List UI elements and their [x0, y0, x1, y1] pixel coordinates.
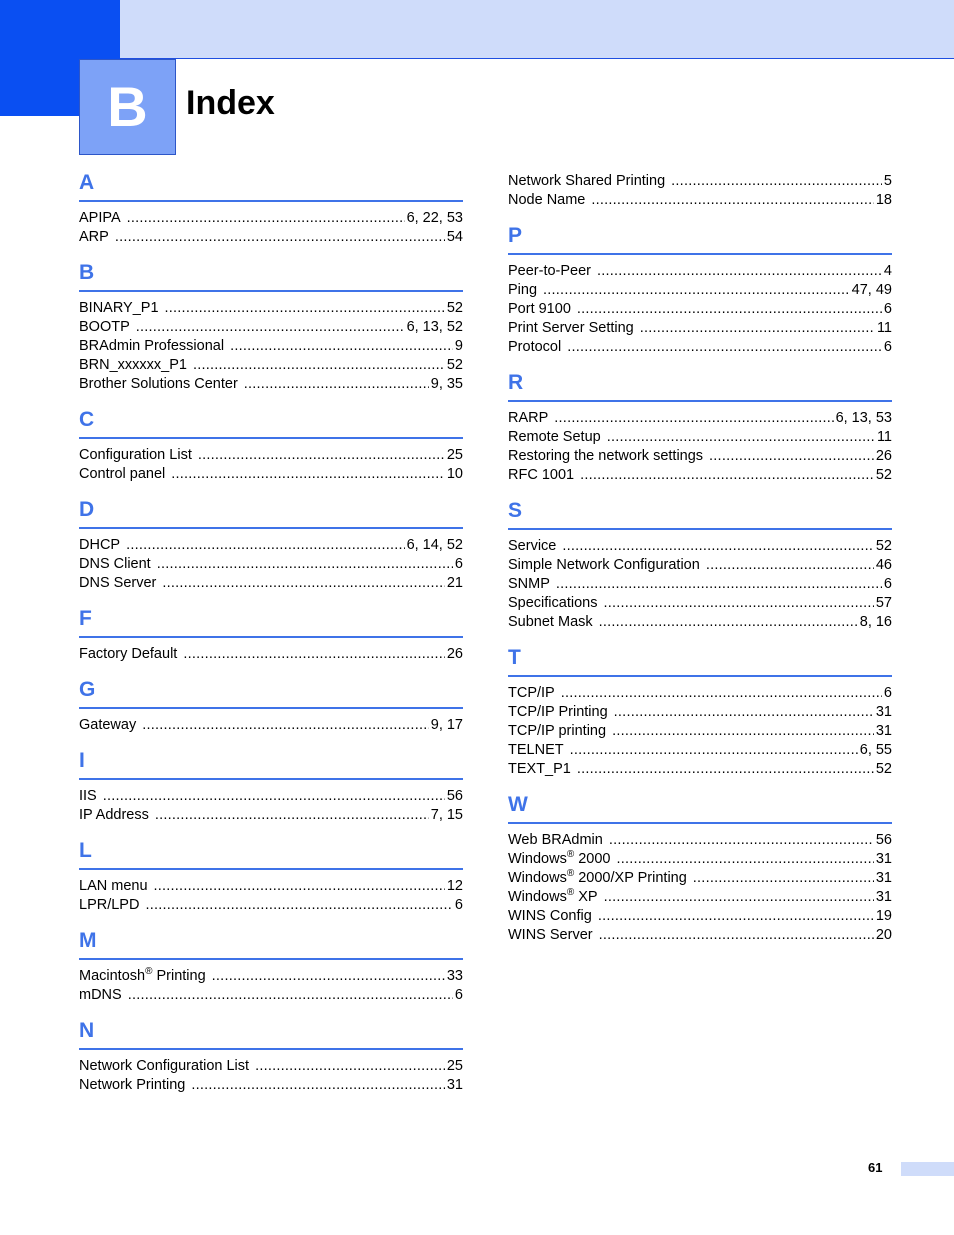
section-letter-heading: N — [79, 1018, 463, 1050]
page-refs: 6, 14, 52 — [406, 537, 463, 553]
index-entry — [508, 888, 892, 907]
index-entry — [508, 741, 892, 760]
chapter-letter: B — [79, 59, 176, 155]
index-term-text: Remote Setup — [508, 429, 601, 445]
index-entry — [79, 337, 463, 356]
index-entry — [79, 896, 463, 915]
index-entry — [79, 806, 463, 825]
dot-leader — [103, 787, 445, 806]
index-term — [79, 1076, 185, 1095]
index-entry — [508, 556, 892, 575]
dot-leader — [598, 907, 874, 926]
index-entry — [508, 575, 892, 594]
index-entry — [508, 760, 892, 779]
dot-leader — [255, 1057, 445, 1076]
page-refs: 6, 55 — [859, 742, 892, 758]
index-column-right — [508, 170, 892, 945]
index-term — [79, 1057, 249, 1076]
dot-leader — [191, 1076, 444, 1095]
index-term-text: BRN_xxxxxx_P1 — [79, 357, 187, 373]
index-term-text: Node Name — [508, 192, 586, 208]
index-term-text: Network Printing — [79, 1077, 186, 1093]
page-refs: 31 — [875, 704, 892, 720]
index-term — [508, 703, 608, 722]
index-entry — [79, 465, 463, 484]
dot-leader — [706, 556, 874, 575]
index-term — [508, 556, 700, 575]
index-term — [508, 850, 611, 869]
dot-leader — [577, 760, 874, 779]
index-term-text: BRAdmin Professional — [79, 338, 225, 354]
index-term — [79, 356, 187, 375]
index-term-text: Ping — [508, 282, 538, 298]
index-term-text: Factory Default — [79, 646, 178, 662]
index-entry — [508, 409, 892, 428]
index-term — [508, 741, 564, 760]
page-refs: 6 — [883, 685, 892, 701]
dot-leader — [157, 555, 453, 574]
section-spacer — [79, 484, 463, 497]
section-letter-heading: I — [79, 748, 463, 780]
registered-mark: ® — [566, 849, 575, 861]
dot-leader — [198, 446, 445, 465]
index-term-text: BOOTP — [79, 319, 130, 335]
index-entry — [508, 613, 892, 632]
index-entry — [508, 319, 892, 338]
index-term — [508, 172, 665, 191]
continued-entries — [508, 172, 892, 210]
page-refs: 54 — [446, 229, 463, 245]
index-term — [79, 536, 120, 555]
index-term-text: IIS — [79, 788, 97, 804]
page-refs: 33 — [446, 968, 463, 984]
dot-leader — [562, 537, 874, 556]
index-entry — [508, 172, 892, 191]
dot-leader — [554, 409, 833, 428]
index-term-text: ARP — [79, 229, 109, 245]
index-entry — [79, 536, 463, 555]
index-term-text: DNS Client — [79, 556, 151, 572]
page-refs: 19 — [875, 908, 892, 924]
index-term — [79, 574, 156, 593]
page-refs: 31 — [875, 723, 892, 739]
index-term — [508, 760, 571, 779]
page-refs: 46 — [875, 557, 892, 573]
page-refs: 57 — [875, 595, 892, 611]
index-term — [508, 262, 591, 281]
index-term-text: RFC 1001 — [508, 467, 575, 483]
index-term-text: TEXT_P1 — [508, 761, 571, 777]
index-entry — [79, 318, 463, 337]
dot-leader — [603, 594, 873, 613]
index-entry — [79, 375, 463, 394]
section-spacer — [508, 357, 892, 370]
section-letter-heading: B — [79, 260, 463, 292]
page-refs: 18 — [875, 192, 892, 208]
index-entry — [79, 716, 463, 735]
index-term-text: Control panel — [79, 466, 166, 482]
index-term-text: Macintosh — [79, 968, 146, 984]
page-refs: 10 — [446, 466, 463, 482]
page-refs: 6, 13, 52 — [406, 319, 463, 335]
index-term — [508, 281, 537, 300]
section-spacer — [79, 593, 463, 606]
index-term-text: Protocol — [508, 339, 562, 355]
header-rule — [120, 58, 954, 59]
dot-leader — [693, 869, 874, 888]
dot-leader — [154, 877, 445, 896]
page-refs: 7, 15 — [430, 807, 463, 823]
index-term-text: Specifications — [508, 595, 598, 611]
index-term-text: LAN menu — [79, 878, 148, 894]
index-entry — [508, 428, 892, 447]
section-letter-heading: P — [508, 223, 892, 255]
index-term — [508, 594, 597, 613]
index-entry — [79, 787, 463, 806]
dot-leader — [126, 536, 404, 555]
dot-leader — [580, 466, 874, 485]
index-entry — [79, 299, 463, 318]
page-refs: 52 — [446, 300, 463, 316]
page-refs: 6, 22, 53 — [406, 210, 463, 226]
dot-leader — [136, 318, 405, 337]
index-term-text: Windows — [508, 889, 567, 905]
index-term — [508, 191, 585, 210]
index-term — [79, 967, 206, 986]
section-spacer — [79, 735, 463, 748]
index-term-text: TCP/IP Printing — [508, 704, 608, 720]
dot-leader — [570, 741, 858, 760]
index-term-text: SNMP — [508, 576, 550, 592]
page-refs: 20 — [875, 927, 892, 943]
index-term — [79, 299, 159, 318]
index-entry — [79, 986, 463, 1005]
section-letter-heading: W — [508, 792, 892, 824]
index-term — [508, 575, 550, 594]
section-letter-heading: A — [79, 170, 463, 202]
index-entry — [79, 555, 463, 574]
dot-leader — [162, 574, 445, 593]
index-term-text: Restoring the network settings — [508, 448, 704, 464]
header-band — [0, 0, 954, 58]
index-term-text: TCP/IP — [508, 685, 555, 701]
index-term-text: Peer-to-Peer — [508, 263, 592, 279]
index-column-left — [79, 170, 463, 1095]
index-entry — [508, 850, 892, 869]
index-term — [79, 806, 149, 825]
page-refs: 52 — [875, 538, 892, 554]
section-letter-heading: G — [79, 677, 463, 709]
index-term — [508, 466, 574, 485]
section-letter-heading: R — [508, 370, 892, 402]
index-entry — [79, 356, 463, 375]
index-term-text: Windows — [508, 870, 567, 886]
index-term — [79, 465, 165, 484]
index-term-text: Configuration List — [79, 447, 192, 463]
dot-leader — [171, 465, 445, 484]
page-refs: 11 — [876, 320, 892, 336]
dot-leader — [591, 191, 873, 210]
page-refs: 5 — [883, 173, 892, 189]
page-refs: 52 — [875, 467, 892, 483]
index-term-text: Windows — [508, 851, 567, 867]
section-letter-heading: M — [79, 928, 463, 960]
index-entry — [508, 537, 892, 556]
section-letter-heading: T — [508, 645, 892, 677]
index-entry — [508, 338, 892, 357]
dot-leader — [212, 967, 445, 986]
index-term — [79, 716, 136, 735]
dot-leader — [556, 575, 882, 594]
page-number-tab — [901, 1162, 954, 1176]
page-refs: 6 — [454, 897, 463, 913]
index-term-text: mDNS — [79, 987, 122, 1003]
section-letter-heading: F — [79, 606, 463, 638]
index-term-text: DHCP — [79, 537, 121, 553]
page-refs: 56 — [875, 832, 892, 848]
index-term — [508, 907, 592, 926]
section-spacer — [79, 915, 463, 928]
page-refs: 47, 49 — [851, 282, 892, 298]
index-term-text: DNS Server — [79, 575, 157, 591]
page-title: Index — [186, 84, 275, 122]
index-term — [79, 375, 238, 394]
index-term — [79, 446, 192, 465]
section-letter-heading: S — [508, 498, 892, 530]
dot-leader — [165, 299, 445, 318]
dot-leader — [617, 850, 874, 869]
dot-leader — [609, 831, 874, 850]
index-term — [508, 869, 687, 888]
index-term — [79, 555, 151, 574]
index-term — [79, 896, 139, 915]
section-letter-heading: D — [79, 497, 463, 529]
section-spacer — [79, 394, 463, 407]
index-entry — [79, 1076, 463, 1095]
index-entry — [79, 967, 463, 986]
page-refs: 26 — [875, 448, 892, 464]
page-refs: 9, 17 — [430, 717, 463, 733]
dot-leader — [230, 337, 453, 356]
index-term — [508, 447, 703, 466]
index-term-text: Port 9100 — [508, 301, 571, 317]
index-entry — [508, 831, 892, 850]
index-term-text: RARP — [508, 410, 549, 426]
index-term — [508, 319, 634, 338]
section-spacer — [508, 485, 892, 498]
dot-leader — [567, 338, 882, 357]
index-term — [79, 318, 130, 337]
index-term-text: Gateway — [79, 717, 137, 733]
index-term-text: WINS Config — [508, 908, 592, 924]
dot-leader — [128, 986, 453, 1005]
index-term — [508, 537, 556, 556]
page-refs: 31 — [446, 1077, 463, 1093]
section-spacer — [508, 632, 892, 645]
index-term — [508, 831, 603, 850]
dot-leader — [597, 262, 882, 281]
index-entry — [79, 228, 463, 247]
index-entry — [508, 722, 892, 741]
dot-leader — [599, 613, 858, 632]
registered-mark: ® — [566, 887, 575, 899]
index-term-text: Web BRAdmin — [508, 832, 603, 848]
index-term-text: TCP/IP printing — [508, 723, 607, 739]
dot-leader — [599, 926, 874, 945]
index-entry — [508, 447, 892, 466]
index-entry — [508, 466, 892, 485]
index-term — [508, 722, 606, 741]
dot-leader — [193, 356, 445, 375]
index-entry — [79, 877, 463, 896]
dot-leader — [709, 447, 874, 466]
index-term — [79, 787, 97, 806]
index-term — [508, 428, 601, 447]
index-entry — [508, 281, 892, 300]
index-term — [508, 613, 593, 632]
dot-leader — [612, 722, 874, 741]
dot-leader — [115, 228, 445, 247]
dot-leader — [543, 281, 850, 300]
index-entry — [508, 907, 892, 926]
index-term — [508, 684, 555, 703]
page-refs: 26 — [446, 646, 463, 662]
index-entry — [508, 262, 892, 281]
page-refs: 6 — [454, 556, 463, 572]
index-entry — [79, 446, 463, 465]
dot-leader — [577, 300, 882, 319]
index-term — [79, 209, 121, 228]
index-term-text: Print Server Setting — [508, 320, 634, 336]
dot-leader — [604, 888, 874, 907]
page-refs: 56 — [446, 788, 463, 804]
page-refs: 9 — [454, 338, 463, 354]
page-refs: 6, 13, 53 — [835, 410, 892, 426]
section-spacer — [508, 210, 892, 223]
index-term — [79, 228, 109, 247]
index-term — [79, 986, 122, 1005]
section-spacer — [79, 825, 463, 838]
index-entry — [79, 209, 463, 228]
index-entry — [508, 926, 892, 945]
index-term-text: APIPA — [79, 210, 121, 226]
dot-leader — [671, 172, 882, 191]
page-refs: 8, 16 — [859, 614, 892, 630]
registered-mark: ® — [566, 868, 575, 880]
page-refs: 6 — [883, 576, 892, 592]
section-letter-heading: L — [79, 838, 463, 870]
index-term-text: Network Shared Printing — [508, 173, 666, 189]
index-entry — [508, 869, 892, 888]
index-term-suffix: 2000/XP Printing — [574, 870, 687, 886]
index-term — [508, 338, 561, 357]
section-spacer — [79, 247, 463, 260]
page-refs: 31 — [875, 851, 892, 867]
index-term — [79, 337, 224, 356]
index-term-suffix: XP — [574, 889, 598, 905]
dot-leader — [607, 428, 875, 447]
dot-leader — [183, 645, 445, 664]
index-term-text: Network Configuration List — [79, 1058, 250, 1074]
dot-leader — [145, 896, 452, 915]
page-refs: 6 — [883, 301, 892, 317]
index-entry — [508, 594, 892, 613]
dot-leader — [127, 209, 405, 228]
index-term-text: Service — [508, 538, 557, 554]
dot-leader — [640, 319, 875, 338]
index-entry — [508, 703, 892, 722]
index-term — [79, 645, 177, 664]
section-spacer — [79, 1005, 463, 1018]
index-entry — [79, 1057, 463, 1076]
page-refs: 25 — [446, 447, 463, 463]
index-term-text: LPR/LPD — [79, 897, 140, 913]
section-spacer — [79, 664, 463, 677]
index-term-text: WINS Server — [508, 927, 593, 943]
index-term — [508, 926, 593, 945]
index-entry — [508, 300, 892, 319]
index-term-text: BINARY_P1 — [79, 300, 159, 316]
index-entry — [508, 684, 892, 703]
index-term — [508, 888, 598, 907]
page-refs: 52 — [446, 357, 463, 373]
page-refs: 31 — [875, 889, 892, 905]
page-refs: 25 — [446, 1058, 463, 1074]
page-refs: 6 — [883, 339, 892, 355]
page-refs: 6 — [454, 987, 463, 1003]
dot-leader — [244, 375, 429, 394]
index-term-suffix: 2000 — [574, 851, 611, 867]
page-refs: 52 — [875, 761, 892, 777]
dot-leader — [155, 806, 429, 825]
index-term-text: TELNET — [508, 742, 564, 758]
index-term — [508, 300, 571, 319]
index-entry — [508, 191, 892, 210]
page-refs: 11 — [876, 429, 892, 445]
dot-leader — [142, 716, 429, 735]
dot-leader — [561, 684, 882, 703]
page-refs: 4 — [883, 263, 892, 279]
index-term-text: Simple Network Configuration — [508, 557, 700, 573]
index-term-text: Subnet Mask — [508, 614, 593, 630]
dot-leader — [614, 703, 874, 722]
section-letter-heading: C — [79, 407, 463, 439]
index-term — [79, 877, 148, 896]
index-entry — [79, 645, 463, 664]
index-term-text: Brother Solutions Center — [79, 376, 238, 392]
index-entry — [79, 574, 463, 593]
page-refs: 31 — [875, 870, 892, 886]
index-term-suffix: Printing — [152, 968, 206, 984]
index-term-text: IP Address — [79, 807, 149, 823]
page-number: 61 — [868, 1160, 883, 1175]
page-refs: 9, 35 — [430, 376, 463, 392]
registered-mark: ® — [145, 966, 153, 978]
index-term — [508, 409, 548, 428]
page-refs: 12 — [446, 878, 463, 894]
page-refs: 21 — [446, 575, 463, 591]
section-spacer — [508, 779, 892, 792]
